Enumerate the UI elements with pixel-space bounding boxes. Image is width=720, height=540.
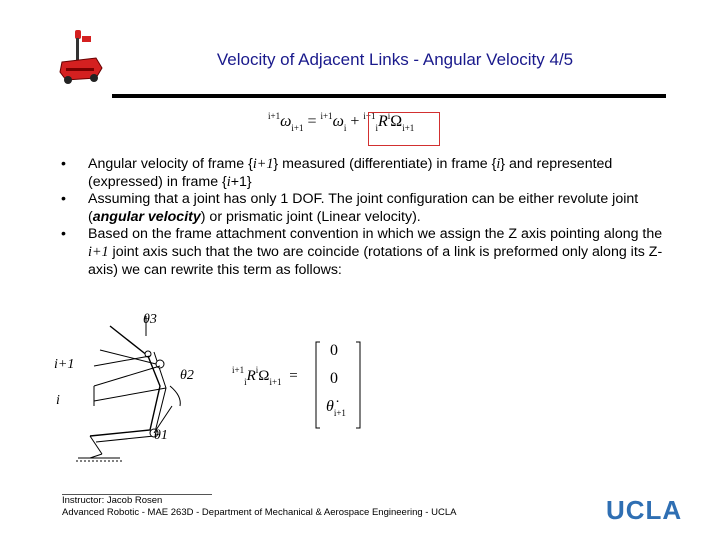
theta1-label: θ1: [154, 428, 168, 443]
bullet-list: [56, 156, 666, 279]
bullet-item: • Based on the frame attachment convention in which we assign the Z axis pointing along the i+1 joint axis such that the two are coincide (rotations of a link is preformed only along its Z- axis) we can rewrite this term as follows:: [61, 226, 663, 278]
angular-velocity-equation: $^{i+1}\omega_{i+1} = ^{i+1}\omega_i + ^{i+1}_iR^i\Omega_{i+1}$: [268, 111, 415, 133]
robot-logo-icon: [56, 28, 106, 88]
frame-label-upper: i+1: [54, 357, 75, 372]
robot-arm-diagram: [50, 306, 210, 466]
frame-label-lower: i: [56, 393, 60, 408]
vector-entry: 0: [330, 370, 338, 387]
title-divider: [112, 94, 666, 98]
bullet-item: • Angular velocity of frame {i+1} measured (differentiate) in frame {i} and represented (expressed) in frame {i+1}: [61, 156, 613, 190]
footer: Instructor: Jacob Rosen Advanced Robotic - MAE 263D - Department of Mechanical & Aerospace Engineering - UCLA: [62, 495, 457, 518]
bullet-icon: •: [61, 156, 66, 172]
page-title: Velocity of Adjacent Links - Angular Velocity 4/5: [216, 50, 574, 69]
vector-entry: $\thetȧ_{i+1}$: [326, 398, 346, 418]
bullet-icon: •: [61, 191, 66, 208]
vector-entry: 0: [330, 342, 338, 359]
rotation-equation: $^{i+1}_iR^i\Omega_{i+1}$ = 0 0 $\thetȧ_{i+1}$: [230, 340, 370, 430]
highlight-box: [368, 112, 440, 146]
bullet-item: • Assuming that a joint has only 1 DOF. The joint configuration can be either revolute joint (angular velocity) or prismatic joint (Linear velocity).: [61, 191, 639, 225]
theta2-label: θ2: [180, 368, 194, 383]
ucla-logo: UCLA: [606, 495, 683, 525]
theta3-label: θ3: [143, 312, 157, 327]
bullet-icon: •: [61, 226, 66, 243]
